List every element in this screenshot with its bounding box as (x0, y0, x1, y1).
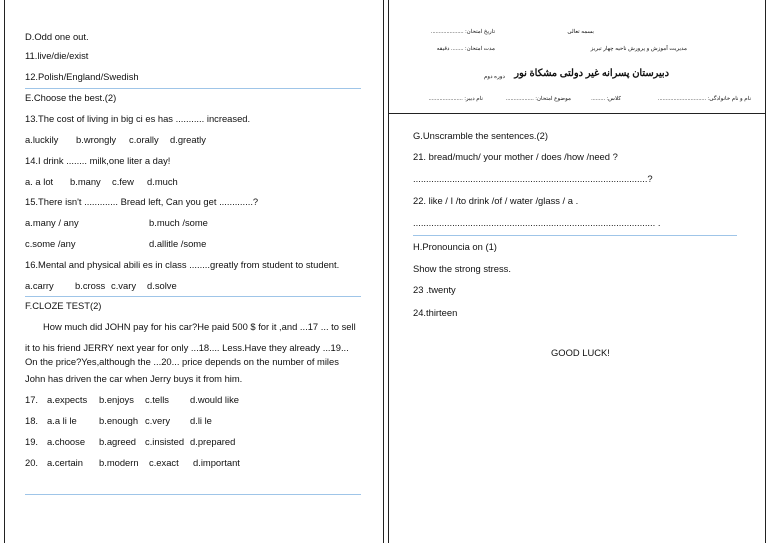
question-16: 16.Mental and physical abili es in class ........greatly from student to student. (25, 259, 340, 270)
school-period: دوره دوم (483, 74, 505, 80)
q18-option-d: d.li le (190, 415, 212, 426)
q14-option-d: d.much (147, 176, 178, 187)
exam-duration: مدت امتحان: ........ دقیقه (436, 46, 495, 52)
question-21: 21. bread/much/ your mother / does /how /need ? (413, 151, 618, 162)
divider (25, 88, 361, 89)
q20-option-a: a.certain (47, 457, 83, 468)
q17-number: 17. (25, 394, 39, 405)
school-name: دبیرستان پسرانه غیر دولتی مشکاة نور (514, 68, 669, 79)
bismillah: بسمه تعالی (567, 29, 594, 35)
divider (413, 235, 737, 236)
cloze-line-3: On the price?Yes,although the ...20... price depends on the number of miles (25, 356, 339, 367)
q15-option-a: a.many / any (25, 217, 79, 228)
q19-option-c: c.insisted (145, 436, 185, 447)
section-h-heading: H.Pronouncia on (1) (413, 241, 497, 252)
question-14: 14.I drink ........ milk,one liter a day! (25, 155, 171, 166)
q16-option-a: a.carry (25, 280, 54, 291)
question-22: 22. like / I /to drink /of / water /glass / a . (413, 195, 579, 206)
question-12: 12.Polish/England/Swedish (25, 71, 139, 82)
cloze-line-1: How much did JOHN pay for his car?He paid 500 $ for it ,and ...17 ... to sell (43, 321, 356, 332)
q15-option-b: b.much /some (149, 217, 208, 228)
question-13: 13.The cost of living in big ci es has ........... increased. (25, 113, 251, 124)
student-name-field: نام و نام خانوادگی: ............................... (657, 96, 751, 102)
section-e-heading: E.Choose the best.(2) (25, 92, 117, 103)
q14-option-b: b.many (70, 176, 101, 187)
q20-option-d: d.important (193, 457, 240, 468)
q16-option-c: c.vary (111, 280, 137, 291)
h-instruction: Show the strong stress. (413, 263, 511, 274)
header-divider (389, 113, 765, 114)
q21-answer-line: ..........................................................................................? (413, 173, 653, 184)
q18-option-c: c.very (145, 415, 171, 426)
q14-option-a: a. a lot (25, 176, 54, 187)
exam-date: تاریخ امتحان: ..................... (430, 29, 495, 35)
q22-answer-line: ............................................................................................. . (413, 217, 661, 228)
q17-option-c: c.tells (145, 394, 169, 405)
q17-option-a: a.expects (47, 394, 88, 405)
cloze-line-2: it to his friend JERRY next year for only ...18.... Less.Have they already ...19... (25, 342, 349, 353)
q13-option-b: b.wrongly (76, 134, 117, 145)
question-15: 15.There isn't ............. Bread left, Can you get .............? (25, 196, 259, 207)
q13-option-a: a.luckily (25, 134, 59, 145)
admin-office: مدیریت آموزش و پرورش ناحیه چهار تبریز (590, 46, 687, 52)
right-page (388, 0, 766, 543)
q19-option-a: a.choose (47, 436, 86, 447)
q14-option-c: c.few (112, 176, 134, 187)
q20-option-b: b.modern (99, 457, 139, 468)
question-23: 23 .twenty (413, 284, 456, 295)
q15-option-d: d.allitle /some (149, 238, 207, 249)
q15-option-c: c.some /any (25, 238, 76, 249)
q16-option-d: d.solve (147, 280, 177, 291)
question-11: 11.live/die/exist (25, 50, 89, 61)
q18-option-b: b.enough (99, 415, 139, 426)
cloze-line-4: John has driven the car when Jerry buys it from him. (25, 373, 243, 384)
q16-option-b: b.cross (75, 280, 106, 291)
section-f-heading: F.CLOZE TEST(2) (25, 300, 102, 311)
teacher-name-field: نام دبیر: ...................... (428, 96, 483, 102)
q17-option-b: b.enjoys (99, 394, 134, 405)
good-luck: GOOD LUCK! (551, 347, 610, 358)
left-page (4, 0, 384, 543)
q13-option-c: c.orally (129, 134, 159, 145)
q19-option-b: b.agreed (99, 436, 137, 447)
exam-subject-field: موضوع امتحان: .................. (505, 96, 571, 102)
q19-number: 19. (25, 436, 39, 447)
q18-number: 18. (25, 415, 39, 426)
q13-option-d: d.greatly (170, 134, 206, 145)
q20-number: 20. (25, 457, 39, 468)
q20-option-c: c.exact (149, 457, 179, 468)
q19-option-d: d.prepared (190, 436, 236, 447)
section-g-heading: G.Unscramble the sentences.(2) (413, 130, 548, 141)
section-d-heading: D.Odd one out. (25, 31, 89, 42)
q17-option-d: d.would like (190, 394, 239, 405)
question-24: 24.thirteen (413, 307, 458, 318)
q18-option-a: a.a li le (47, 415, 77, 426)
divider (25, 296, 361, 297)
class-field: کلاس: ......... (591, 96, 621, 102)
divider (25, 494, 361, 495)
